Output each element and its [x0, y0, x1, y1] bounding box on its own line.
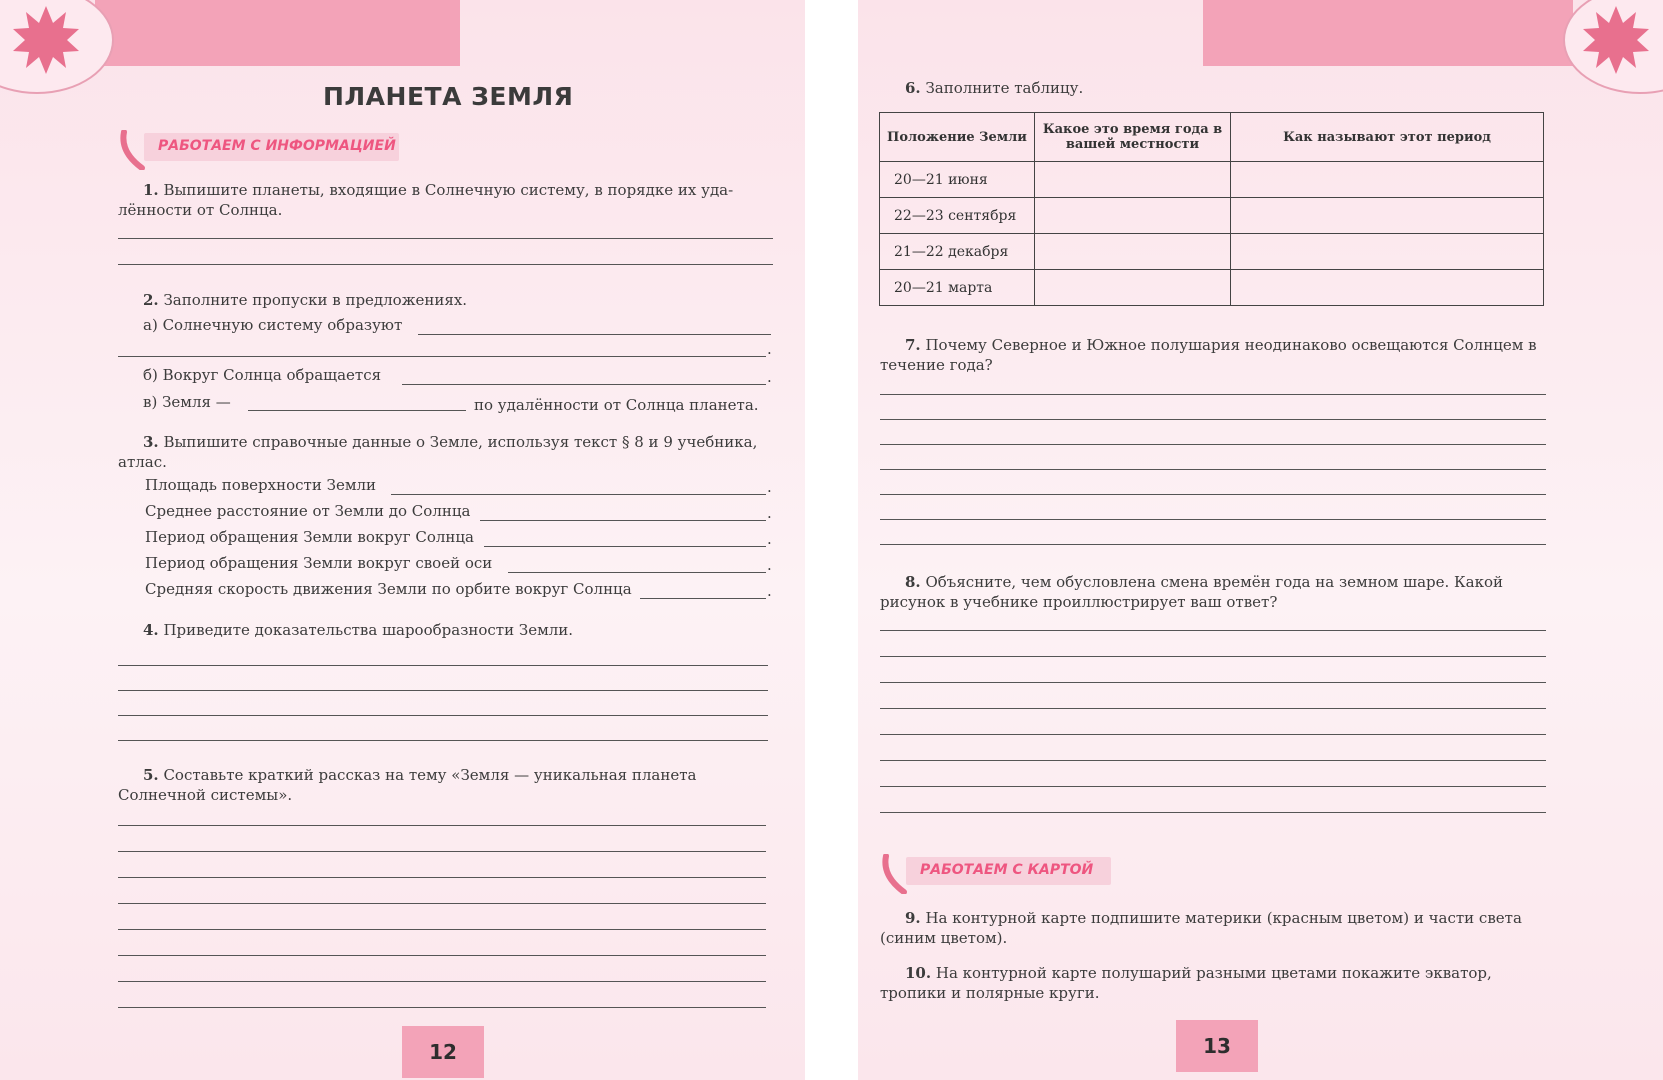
table-cell-date: 20—21 марта: [880, 270, 1035, 306]
seasons-table: [879, 112, 1544, 306]
section-banner-info: [118, 130, 408, 166]
star-icon: [8, 2, 84, 78]
answer-line[interactable]: [118, 356, 766, 357]
task-2: [143, 290, 773, 310]
task-text: Заполните таблицу.: [925, 79, 1084, 97]
table-header: Положение Земли: [880, 113, 1035, 162]
task-2a-label: а) Солнечную систему образуют: [143, 316, 403, 334]
reference-item: Средняя скорость движения Земли по орбите вокруг Солнца: [145, 580, 632, 598]
task-number: 2.: [143, 291, 159, 309]
task-8: [880, 572, 1546, 612]
table-cell-input[interactable]: [1035, 162, 1231, 198]
answer-line[interactable]: [118, 981, 766, 982]
reference-item: Период обращения Земли вокруг своей оси: [145, 554, 493, 572]
answer-line[interactable]: [880, 812, 1546, 813]
table-row: [880, 270, 1544, 306]
table-row: [880, 234, 1544, 270]
answer-line[interactable]: [118, 715, 768, 716]
zigzag-edge: [1203, 60, 1573, 70]
page-number: 13: [1176, 1020, 1258, 1072]
answer-line[interactable]: [640, 598, 766, 599]
answer-line[interactable]: [880, 494, 1546, 495]
task-number: 6.: [905, 79, 921, 97]
task-2v-end: по удалённости от Солнца планета.: [474, 396, 759, 414]
answer-line[interactable]: [118, 903, 766, 904]
task-1: [118, 180, 773, 220]
task-text: На контурной карте полушарий разными цветами покажите экватор, тропики и полярные круги.: [880, 964, 1492, 1002]
table-row: [880, 162, 1544, 198]
answer-line[interactable]: [118, 264, 773, 265]
table-row: [880, 198, 1544, 234]
table-cell-date: 20—21 июня: [880, 162, 1035, 198]
task-number: 7.: [905, 336, 921, 354]
reference-item: Площадь поверхности Земли: [145, 476, 377, 494]
answer-line[interactable]: [880, 469, 1546, 470]
right-page: [858, 0, 1663, 1080]
page-number: 12: [402, 1026, 484, 1078]
answer-line[interactable]: [118, 955, 766, 956]
section-banner-map: [880, 854, 1140, 890]
answer-line[interactable]: [508, 572, 766, 573]
reference-item: Период обращения Земли вокруг Солнца: [145, 528, 474, 546]
table-cell-input[interactable]: [1035, 270, 1231, 306]
answer-line[interactable]: [880, 519, 1546, 520]
answer-line[interactable]: [402, 384, 766, 385]
answer-line[interactable]: [880, 682, 1546, 683]
task-text: Выпишите справочные данные о Земле, используя текст § 8 и 9 учебника, атлас.: [118, 433, 758, 471]
star-icon: [1578, 2, 1654, 78]
task-4: [143, 620, 773, 640]
answer-line[interactable]: [880, 394, 1546, 395]
table-cell-input[interactable]: [1231, 198, 1544, 234]
table-cell-input[interactable]: [1231, 234, 1544, 270]
task-6: [905, 78, 1555, 98]
zigzag-edge: [95, 60, 460, 70]
answer-line[interactable]: [480, 520, 766, 521]
answer-line[interactable]: [880, 760, 1546, 761]
task-number: 3.: [143, 433, 159, 451]
answer-line[interactable]: [880, 786, 1546, 787]
answer-line[interactable]: [418, 334, 771, 335]
header-band: [1203, 0, 1573, 66]
answer-line[interactable]: [880, 630, 1546, 631]
task-number: 4.: [143, 621, 159, 639]
section-banner-label: РАБОТАЕМ С ИНФОРМАЦИЕЙ: [158, 138, 396, 154]
task-text: Заполните пропуски в предложениях.: [163, 291, 468, 309]
answer-line[interactable]: [880, 708, 1546, 709]
answer-line[interactable]: [118, 1007, 766, 1008]
answer-line[interactable]: [118, 825, 766, 826]
answer-line[interactable]: [118, 238, 773, 239]
answer-line[interactable]: [118, 877, 766, 878]
section-banner-label: РАБОТАЕМ С КАРТОЙ: [920, 862, 1094, 878]
task-number: 8.: [905, 573, 921, 591]
table-header-row: [880, 113, 1544, 162]
task-number: 9.: [905, 909, 921, 927]
answer-line[interactable]: [118, 690, 768, 691]
table-cell-input[interactable]: [1231, 162, 1544, 198]
task-number: 10.: [905, 964, 932, 982]
header-band: [95, 0, 460, 66]
task-2v-label: в) Земля —: [143, 393, 231, 411]
task-10: [880, 963, 1546, 1003]
answer-line[interactable]: [880, 734, 1546, 735]
answer-line[interactable]: [248, 410, 466, 411]
task-number: 1.: [143, 181, 159, 199]
answer-line[interactable]: [880, 656, 1546, 657]
task-text: Объясните, чем обусловлена смена времён года на земном шаре. Какой рисунок в учебнике проиллюстрирует ваш ответ?: [880, 573, 1504, 611]
task-number: 5.: [143, 766, 159, 784]
answer-line[interactable]: [484, 546, 766, 547]
task-text: Выпишите планеты, входящие в Солнечную систему, в порядке их уда-лённости от Солнца.: [118, 181, 734, 219]
table-header: Какое это время года в вашей местности: [1035, 113, 1231, 162]
answer-line[interactable]: [880, 444, 1546, 445]
table-header: Как называют этот период: [1231, 113, 1544, 162]
task-2b-label: б) Вокруг Солнца обращается: [143, 366, 382, 384]
table-cell-input[interactable]: [1035, 198, 1231, 234]
table-cell-date: 22—23 сентября: [880, 198, 1035, 234]
answer-line[interactable]: [118, 851, 766, 852]
task-5: [118, 765, 768, 805]
task-9: [880, 908, 1546, 948]
task-3: [118, 432, 773, 472]
answer-line[interactable]: [880, 544, 1546, 545]
left-page: ПЛАНЕТА ЗЕМЛЯ РАБОТАЕМ С ИНФОРМАЦИЕЙ 1. Выпишите планеты, входящие в Солнечную систему, в порядке их уда-лённости от Солнца. 2. Заполните пропуски в предложениях. а) Солнечную систему образуют . б) Вокруг Солнца обращается . в) Земля — по удалённости от Солнца планета. 3. Выпишите справочные данные о Земле, используя текст § 8 и 9 учебника, атлас. Площадь поверхности Земли . Среднее расстояние от Земли до Солнца . Период обращения Земли вокруг Солнца . Период обращения Земли вокруг своей оси . Средняя скорость движения Земли по орбите вокруг Солнца . 4. Приведите доказательства шарообразности Земли. 5. Составьте краткий рассказ на тему «Земля — уникальная планета Солнечной системы». 12: [0, 0, 805, 1080]
task-text: Приведите доказательства шарообразности Земли.: [163, 621, 574, 639]
answer-line[interactable]: [118, 665, 768, 666]
task-7: [880, 335, 1546, 375]
answer-line[interactable]: [391, 494, 766, 495]
task-text: На контурной карте подпишите материки (красным цветом) и части света (синим цветом).: [880, 909, 1522, 947]
answer-line[interactable]: [880, 419, 1546, 420]
task-text: Составьте краткий рассказ на тему «Земля — уникальная планета Солнечной системы».: [118, 766, 697, 804]
answer-line[interactable]: [118, 740, 768, 741]
table-cell-input[interactable]: [1231, 270, 1544, 306]
table-cell-date: 21—22 декабря: [880, 234, 1035, 270]
reference-item: Среднее расстояние от Земли до Солнца: [145, 502, 471, 520]
answer-line[interactable]: [118, 929, 766, 930]
task-text: Почему Северное и Южное полушария неодинаково освещаются Солнцем в течение года?: [880, 336, 1537, 374]
table-cell-input[interactable]: [1035, 234, 1231, 270]
page-title: ПЛАНЕТА ЗЕМЛЯ: [323, 82, 574, 111]
